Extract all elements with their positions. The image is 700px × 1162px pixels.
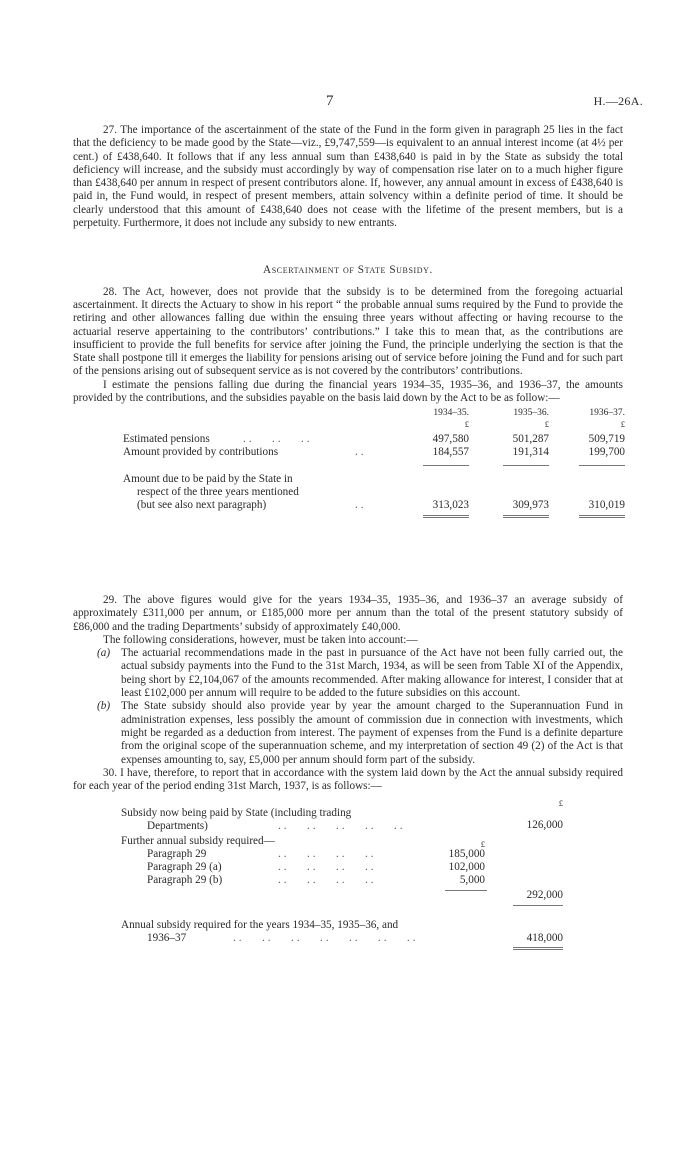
- leader-dots: .. .. .. .. .. .. ..: [233, 932, 419, 945]
- year-header: 1936–37.: [589, 408, 625, 419]
- double-rule: [513, 949, 563, 950]
- double-rule: [579, 517, 625, 518]
- page-header: [0, 95, 700, 111]
- rule: [503, 465, 549, 466]
- section-heading: Ascertainment of State Subsidy.: [263, 264, 433, 277]
- row-label: Paragraph 29 (b): [147, 874, 223, 887]
- year-header: 1934–35.: [433, 408, 469, 419]
- list-marker: (b): [97, 700, 111, 713]
- document-body: [73, 124, 623, 587]
- rule: [513, 905, 563, 906]
- table-cell: 497,580: [432, 433, 469, 446]
- rule: [579, 465, 625, 466]
- page-number: 7: [326, 93, 334, 109]
- table-cell: 313,023: [432, 499, 469, 512]
- table-cell: 5,000: [459, 874, 485, 887]
- currency-symbol: £: [620, 419, 625, 430]
- table-cell: 292,000: [526, 889, 563, 902]
- row-label: respect of the three years mentioned: [137, 486, 299, 499]
- row-label: Amount provided by contributions: [123, 446, 279, 459]
- considerations-list: [97, 647, 623, 767]
- rule: [445, 890, 487, 891]
- year-header: 1935–36.: [513, 408, 549, 419]
- document-reference: H.—26A.: [593, 94, 643, 108]
- leader-dots: ..: [355, 446, 367, 459]
- leader-dots: ..: [355, 499, 367, 512]
- leader-dots: .. .. .. .. ..: [278, 820, 406, 833]
- currency-symbol: £: [544, 419, 549, 430]
- double-rule: [423, 517, 469, 518]
- table-cell: 191,314: [512, 446, 549, 459]
- list-marker: (a): [97, 647, 111, 660]
- table-cell: 309,973: [512, 499, 549, 512]
- table-cell: 199,700: [588, 446, 625, 459]
- double-rule: [503, 515, 549, 516]
- table-cell: 184,557: [432, 446, 469, 459]
- double-rule: [513, 947, 563, 948]
- list-item: [97, 700, 623, 766]
- double-rule: [579, 515, 625, 516]
- double-rule: [423, 515, 469, 516]
- row-label: Further annual subsidy required—: [121, 835, 275, 848]
- leader-dots: .. .. .. ..: [278, 874, 377, 887]
- paragraph-28: 28. The Act, however, does not provide that the subsidy is to be determined from the foregoing actuarial ascertainment. It directs the Actuary to show in his report “ the probable annual sums required by the Fund to provide the retiring and other allowances falling due within the ensuing three years without affecting or having recourse to the actuarial reserve appertaining to the contributors’ contributions.” I take this to mean that, as the contributions are insufficient to provide the full benefits for service after joining the Fund, the principle underlying the section is that the State shall postpone till it emerges the liability for pensions arising out of service before joining the Fund and for such part of the pensions arising out of subsequent service as is not covered by the contributors’ contributions.: [73, 285, 623, 378]
- table-cell: 418,000: [526, 932, 563, 945]
- row-label: (but see also next paragraph): [137, 499, 267, 512]
- list-item-text: The actuarial recommendations made in the past in pursuance of the Act have not been fully carried out, the actual subsidy payments into the Fund to the 31st March, 1934, as will be seen from Table XI of the Appendix, being short by £2,104,067 of the amounts recommended. After making allowance for interest, I consider that at least £102,000 per annum will require to be added to the future subsidies on this account.: [121, 647, 623, 700]
- row-label: Amount due to be paid by the State in: [123, 473, 293, 486]
- document-body-continued: [73, 594, 623, 983]
- row-label: Subsidy now being paid by State (including trading: [121, 807, 352, 820]
- table-cell: 310,019: [588, 499, 625, 512]
- leader-dots: .. .. .. ..: [278, 861, 377, 874]
- row-label: Annual subsidy required for the years 1934–35, 1935–36, and: [121, 919, 399, 932]
- table-cell: 102,000: [448, 861, 485, 874]
- currency-symbol: £: [464, 419, 469, 430]
- row-label: Paragraph 29 (a): [147, 861, 222, 874]
- currency-symbol: £: [480, 839, 485, 850]
- table-cell: 509,719: [588, 433, 625, 446]
- currency-symbol: £: [558, 798, 563, 809]
- row-label: Departments): [147, 820, 208, 833]
- paragraph-29: 29. The above figures would give for the years 1934–35, 1935–36, and 1936–37 an average subsidy of approximately £311,000 per annum, or £185,000 more per annum than the total of the present statutory subsidy of £86,000 and the trading Departments’ subsidy of approximately £40,000.: [73, 594, 623, 633]
- rule: [423, 465, 469, 466]
- subsidy-summary-table: [73, 797, 623, 983]
- paragraph-29-considerations: The following considerations, however, must be taken into account:—: [103, 633, 418, 646]
- leader-dots: .. .. ..: [243, 433, 313, 446]
- double-rule: [503, 517, 549, 518]
- paragraph-30: 30. I have, therefore, to report that in accordance with the system laid down by the Act the annual subsidy required for each year of the period ending 31st March, 1937, is as follows:—: [73, 766, 623, 793]
- leader-dots: .. .. .. ..: [278, 848, 377, 861]
- pension-estimate-table: [73, 407, 623, 581]
- paragraph-27: 27. The importance of the ascertainment of the state of the Fund in the form given in paragraph 25 lies in the fact that the deficiency to be made good by the State—viz., £9,747,559—is equivalent to an annual interest income (at 4½ per cent.) of £438,640. It follows that if any less annual sum than £438,640 is paid in by the State as subsidy the total deficiency will increase, and the subsidy must accordingly by way of compensation rise later on to a much higher figure than £438,640 per annum in respect of present contributors alone. If, however, any annual amount in excess of £438,640 is paid in, the Fund would, in respect of present members, attain solvency within a definite period of time. It should be clearly understood that this amount of £438,640 does not cease with the lifetime of the present members, but is a perpetuity. Furthermore, it does not include any subsidy to new entrants.: [73, 124, 623, 230]
- row-label: Estimated pensions: [123, 433, 210, 446]
- list-item-text: The State subsidy should also provide year by year the amount charged to the Superannuation Fund in administration expenses, less possibly the amount of commission due in connection with investments, which might be regarded as a deduction from interest. The payment of expenses from the Fund is a definite departure from the original scope of the superannuation scheme, and my interpretation of section 49 (2) of the Act is that expenses amounting to, say, £5,000 per annum should form part of the subsidy.: [121, 700, 623, 766]
- row-label: 1936–37: [147, 932, 187, 945]
- list-item: [97, 647, 623, 700]
- paragraph-28-estimate: I estimate the pensions falling due during the financial years 1934–35, 1935–36, and 1936–37, the amounts provided by the contributions, and the subsidies payable on the basis laid down by the Act to be as follow:—: [73, 378, 623, 405]
- row-label: Paragraph 29: [147, 848, 207, 861]
- table-cell: 185,000: [448, 848, 485, 861]
- table-cell: 501,287: [512, 433, 549, 446]
- table-cell: 126,000: [526, 819, 563, 832]
